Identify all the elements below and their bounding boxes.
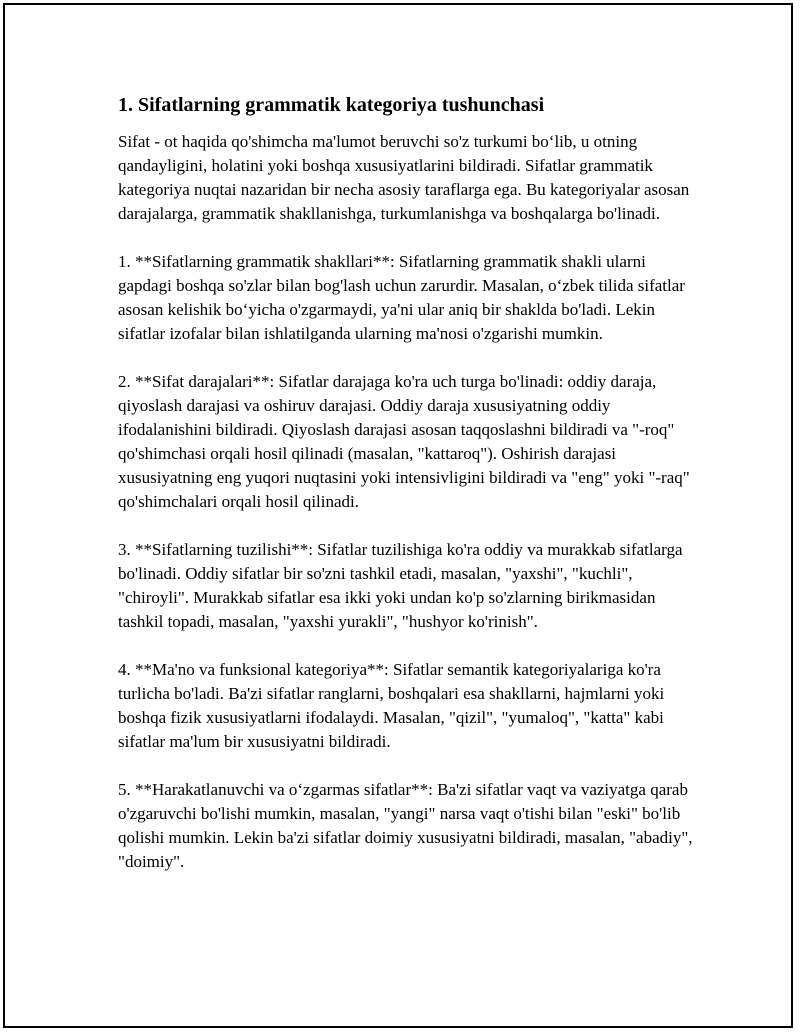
paragraph-grammatical-forms: 1. **Sifatlarning grammatik shakllari**: Sifatlarning grammatik shakli ularni gapdagi boshqa so'zlar bilan bog'lash uchun zarurdir. Masalan, o‘zbek tilida sifatlar asosan kelishik bo‘yicha o'zgarmaydi, ya'ni ular aniq bir shaklda bo'ladi. Lekin sifatlar izofalar bilan ishlatilganda ularning ma'nosi o'zgarishi mumkin. xyxy=(118,252,685,343)
paragraph-degrees: 2. **Sifat darajalari**: Sifatlar darajaga ko'ra uch turga bo'linadi: oddiy daraja, qiyoslash darajasi va oshiruv darajasi. Oddiy daraja xususiyatning oddiy ifodalanishini bildiradi. Qiyoslash darajasi asosan taqqoslashni bildiradi va "-roq" qo'shimchasi orqali hosil qilinadi (masalan, "kattaroq"). Oshirish darajasi xususiyatning eng yuqori nuqtasini yoki intensivligini bildiradi va "eng" yoki "-raq" qo'shimchalari orqali hosil qilinadi. xyxy=(118,372,690,511)
paragraph-variable-adjectives: 5. **Harakatlanuvchi va o‘zgarmas sifatlar**: Ba'zi sifatlar vaqt va vaziyatga qarab o'zgaruvchi bo'lishi mumkin, masalan, "yangi" narsa vaqt o'tishi bilan "eski" bo'lib qolishi mumkin. Lekin ba'zi sifatlar doimiy xususiyatni bildiradi, masalan, "abadiy", "doimiy". xyxy=(118,780,693,871)
paragraph-structure: 3. **Sifatlarning tuzilishi**: Sifatlar tuzilishiga ko'ra oddiy va murakkab sifatlarga bo'linadi. Oddiy sifatlar bir so'zni tashkil etadi, masalan, "yaxshi", "kuchli", "chiroyli". Murakkab sifatlar esa ikki yoki undan ko'p so'zlarning birikmasidan tashkil topadi, masalan, "yaxshi yurakli", "hushyor ko'rinish". xyxy=(118,540,683,631)
document-body xyxy=(118,92,698,898)
intro-paragraph: Sifat - ot haqida qo'shimcha ma'lumot beruvchi so'z turkumi bo‘lib, u otning qandayligini, holatini yoki boshqa xususiyatlarini bildiradi. Sifatlar grammatik kategoriya nuqtai nazaridan bir necha asosiy taraflarga ega. Bu kategoriyalar asosan darajalarga, grammatik shakllanishga, turkumlanishga va boshqalarga bo'linadi. xyxy=(118,132,690,223)
paragraph-semantic-category: 4. **Ma'no va funksional kategoriya**: Sifatlar semantik kategoriyalariga ko'ra turlicha bo'ladi. Ba'zi sifatlar ranglarni, boshqalari esa shakllarni, hajmlarni yoki boshqa fizik xususiyatlarni ifodalaydi. Masalan, "qizil", "yumaloq", "katta" kabi sifatlar ma'lum bir xususiyatni bildiradi. xyxy=(118,660,665,751)
section-heading: 1. Sifatlarning grammatik kategoriya tushunchasi xyxy=(118,94,545,116)
